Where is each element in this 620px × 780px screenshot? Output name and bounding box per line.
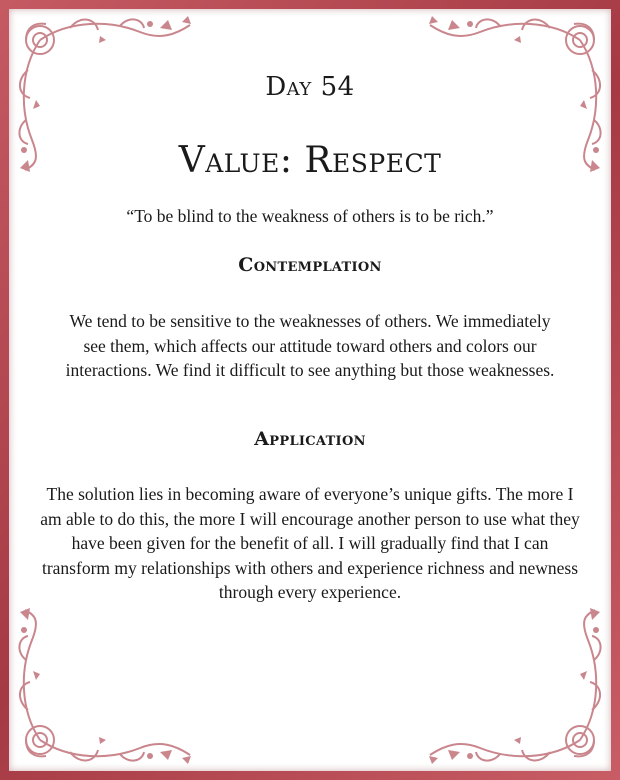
contemplation-heading: Contemplation <box>238 254 382 276</box>
application-heading: Application <box>254 428 366 450</box>
corner-ornament-icon <box>10 605 200 770</box>
corner-ornament-icon <box>420 605 610 770</box>
value-title: Value: Respect <box>178 140 442 181</box>
quote: “To be blind to the weakness of others is to be rich.” <box>126 206 494 226</box>
day-label: Day 54 <box>265 72 355 102</box>
application-text: The solution lies in becoming aware of everyone’s unique gifts. The more I am able to do this, the more I will encourage another person to use what they have been given for the benefit of all. I will gradually find that I can transform my relationships with others and experience richness and newness through every experience. <box>40 484 580 602</box>
contemplation-text: We tend to be sensitive to the weaknesses of others. We immediately see them, which affects our attitude toward others and colors our interactions. We find it difficult to see anything but those weaknesses. <box>65 311 555 380</box>
